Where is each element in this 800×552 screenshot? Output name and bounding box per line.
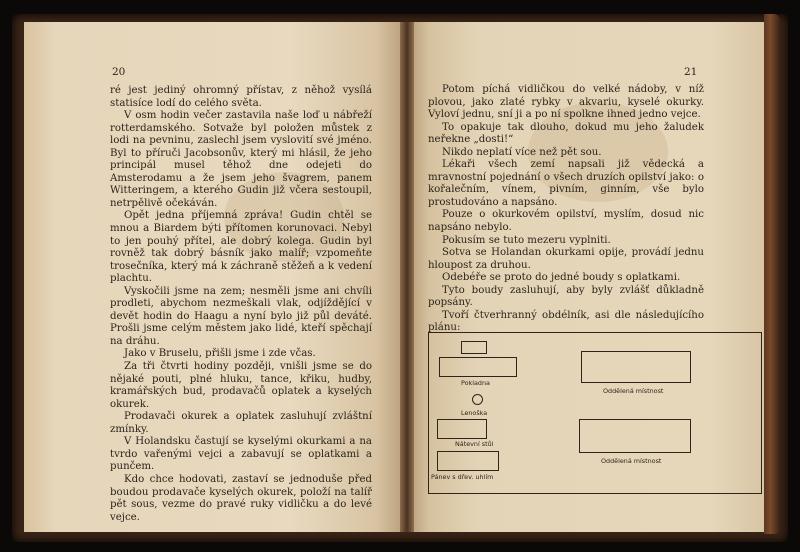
plan-box-small bbox=[461, 341, 487, 354]
plan-box-oven bbox=[437, 451, 499, 471]
plan-box-cashier bbox=[439, 357, 517, 377]
left-page bbox=[24, 22, 406, 532]
paragraph: Potom píchá vidličkou do velké nádoby, v níž plovou, jako zlaté rybky v akvariu, kyselé okurky. Vyloví jednu, sní ji a po ní spolkne ihned jedno vejce. bbox=[428, 84, 704, 121]
paragraph: Tvoří čtverhranný obdélník, asi dle následujícího plánu: bbox=[428, 309, 704, 334]
paragraph: Odebéře se proto do jedné boudy s oplatkami. bbox=[442, 272, 681, 284]
paragraph: Tyto boudy zasluhují, aby byly zvlášť důkladně popsány. bbox=[428, 284, 704, 309]
paragraph: V Holandsku častují se kyselými okurkami a na tvrdo vařenými vejci a zabavují se oplatkami a punčem. bbox=[110, 436, 372, 473]
plan-box-room-top bbox=[581, 351, 691, 383]
right-page-text bbox=[428, 84, 704, 335]
book-edge bbox=[764, 14, 780, 534]
paragraph: Pouze o okurkovém opilství, myslím, dosud nic napsáno nebylo. bbox=[428, 209, 704, 234]
paragraph: Pokusím se tuto mezeru vyplniti. bbox=[442, 234, 611, 246]
paragraph: Jako v Bruselu, přišli jsme i zde včas. bbox=[124, 348, 316, 360]
plan-label-stove: Lenoška bbox=[461, 409, 488, 417]
paragraph: Nikdo neplatí více než pět sou. bbox=[442, 146, 602, 158]
paragraph: Kdo chce hodovati, zastaví se jednoduše před boudou prodavače kyselých okurek, položí na talíř pět sous, vezme do pravé ruky vidličku a do levé vejce. bbox=[110, 473, 372, 523]
plan-stove-circle bbox=[472, 394, 483, 405]
paragraph: Sotva se Holandan okurkami opije, provádí jednu hloupost za druhou. bbox=[428, 247, 704, 271]
paragraph: To opakuje tak dlouho, dokud mu jeho žaludek neřekne „dosti!“ bbox=[428, 121, 704, 146]
right-page bbox=[408, 22, 764, 532]
paragraph: ré jest jediný ohromný přístav, z něhož vysílá statisíce lodí do celého světa. bbox=[110, 85, 372, 109]
plan-label-oven: Pánev s dřev. uhlím bbox=[431, 473, 494, 481]
plan-label-cashier: Pokladna bbox=[461, 379, 490, 387]
paragraph: Vyskočili jsme na zem; nesměli jsme ani chvíli prodleti, abychom nezmeškali vlak, odjíždějící v devět hodin do Haagu a nyní bylo již půl deváté. Prošli jsme celým městem jako lidé, kteří spěchají na dráhu. bbox=[110, 285, 372, 347]
plan-label-room-top: Oddělená místnost bbox=[603, 387, 664, 395]
plan-label-counter: Nátevní stůl bbox=[455, 440, 494, 448]
paragraph: Prodavači okurek a oplatek zasluhují zvláštní zmínky. bbox=[110, 411, 372, 435]
book-gutter bbox=[400, 22, 414, 532]
left-page-text bbox=[110, 85, 372, 524]
plan-box-counter bbox=[437, 419, 487, 439]
paragraph: V osm hodin večer zastavila naše loď u nábřeží rotterdamského. Sotvaže byl položen můstek z lodi na pevninu, zaslechl jsem vyslovití své jméno. Byl to příruči Jacobsonův, který mi hlásil, že jeho principál musel těhož dne odejeti do Amsterodamu a že jsem jeho švagrem, panem Witteringem, a kterého Gudin již včera sestoupil, netrpělivě očekáván. bbox=[110, 110, 372, 209]
page-number-left: 20 bbox=[112, 66, 126, 78]
plan-box-room-bottom bbox=[579, 419, 691, 453]
paragraph: Lékaři všech zemí napsali již vědecká a mravnostní pojednání o všech druzích opilství jako: o kořalečním, vínem, pivním, ginním, vše bylo prostudováno a napsáno. bbox=[428, 159, 704, 208]
paragraph: Za tři čtvrti hodiny později, vnišli jsme se do nějaké pouti, plné hluku, tance, křiku, hudby, kramářských bud, prodavačů oplatek a kyselých okurek. bbox=[110, 361, 372, 410]
floor-plan-diagram bbox=[428, 332, 762, 494]
page-number-right: 21 bbox=[684, 66, 698, 78]
paragraph: Opět jedna příjemná zpráva! Gudin chtěl se mnou a Biardem býti přítomen korunovaci. Nebyl to jen pouhý přítel, ale dobrý kolega. Gudin byl rovněž tak dobrý básník jako malíř; vzpomeňte trosečníka, který má k záchraně stěžeň a k vedení plachtu. bbox=[110, 210, 372, 285]
plan-label-room-bottom: Oddělená místnost bbox=[601, 457, 662, 465]
